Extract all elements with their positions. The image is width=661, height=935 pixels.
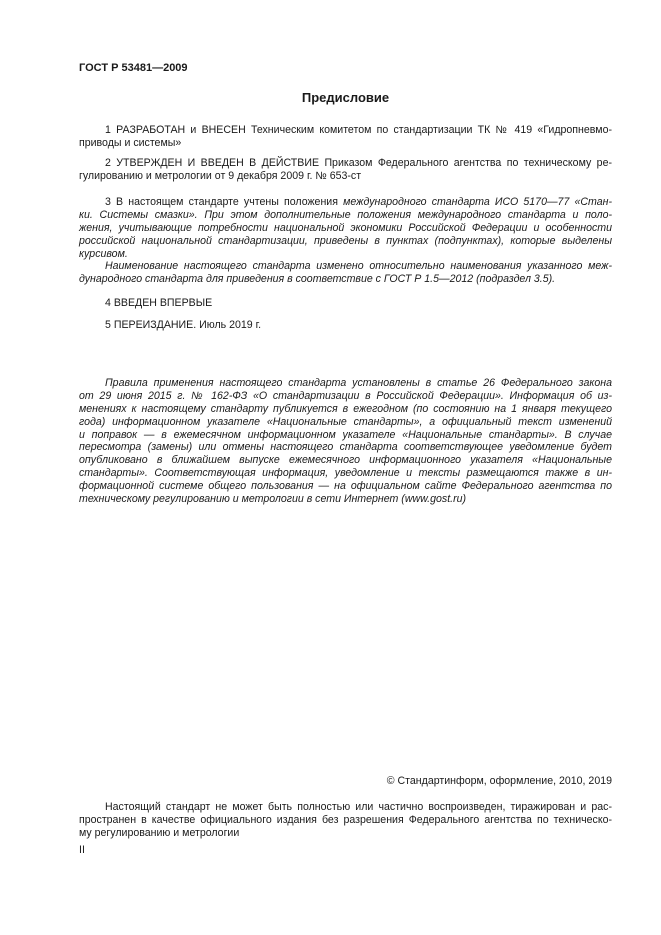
standard-code: ГОСТ Р 53481—2009 [79,62,188,74]
item-3-line: жения, учитывающие потребности национальной экономики Российской Федерации и особенности [79,221,612,234]
item-5-text: 5 ПЕРЕИЗДАНИЕ. Июль 2019 г. [105,319,262,331]
rules-line: пересмотра (замены) или отмены настоящего стандарта соответствующее уведомление будет [79,441,612,454]
item-3-note-line: дународного стандарта для приведения в соответствие с ГОСТ Р 1.5—2012 (подраздел 3.5). [79,273,556,286]
item-5-reissue [79,319,612,332]
item-3-line: ки. Системы смазки». При этом дополнительные положения международного стандарта и поло- [79,208,612,221]
rules-line: опубликовано в ближайшем выпуске ежемесячного информационного указателя «Национальные [79,454,612,467]
item-3-international-standard: международного стандарта ИСО 5170—77 «Стан- [343,196,613,208]
page-number: II [79,844,85,856]
item-3-provisions [79,196,612,286]
rules-line: формационной системе общего пользования — на официальном сайте Федерального агентства по [79,480,612,493]
rules-line: и поправок — в ежемесячном информационном указателе «Национальные стандарты». В случае [79,428,612,441]
item-2-approved [79,157,612,183]
page-title: Предисловие [301,90,390,105]
rules-line: менениях к настоящему стандарту публикуется в ежегодном (по состоянию на 1 января текущего [79,402,612,415]
item-2-line: гулированию и метрологии от 9 декабря 2009 г. № 653-ст [79,169,362,182]
application-rules [79,377,612,506]
rules-line: года) информационном указателе «Национальные стандарты», а официальный текст изменений [79,415,612,428]
item-1-developed [79,124,612,150]
reproduction-line: Настоящий стандарт не может быть полностью или частично воспроизведен, тиражирован и рас- [105,801,612,813]
item-4-text: 4 ВВЕДЕН ВПЕРВЫЕ [105,297,213,309]
item-2-line: 2 УТВЕРЖДЕН И ВВЕДЕН В ДЕЙСТВИЕ Приказом Федерального агентства по техническому ре- [105,157,612,169]
reproduction-line: пространен в качестве официального издания без разрешения Федерального агентства по техническо- [79,813,612,826]
copyright-notice [79,775,612,788]
item-4-first-introduced [79,297,612,310]
item-3-prefix: 3 В настоящем стандарте учтены положения [105,196,344,208]
item-3-line [79,196,612,209]
rules-line: стандарты». Соответствующая информация, уведомление и тексты размещаются также в ин- [79,467,612,480]
item-3-note-line: Наименование настоящего стандарта изменено относительно наименования указанного меж- [105,260,612,273]
rules-line: Правила применения настоящего стандарта установлены в статье 26 Федерального закона [105,377,612,389]
item-3-line: курсивом. [79,247,128,260]
item-1-line: приводы и системы» [79,136,182,149]
item-1-line: 1 РАЗРАБОТАН и ВНЕСЕН Техническим комитетом по стандартизации ТК № 419 «Гидропневмо- [105,124,612,136]
reproduction-notice [79,801,612,840]
rules-line: техническому регулированию и метрологии в сети Интернет (www.gost.ru) [79,493,467,506]
item-3-line: российской национальной стандартизации, приведены в пунктах (подпунктах), которые выделены [79,234,612,247]
rules-line: от 29 июня 2015 г. № 162-ФЗ «О стандартизации в Российской Федерации». Информация об из- [79,389,612,402]
reproduction-line: му регулированию и метрологии [79,826,240,839]
copyright-text: © Стандартинформ, оформление, 2010, 2019 [386,775,612,787]
